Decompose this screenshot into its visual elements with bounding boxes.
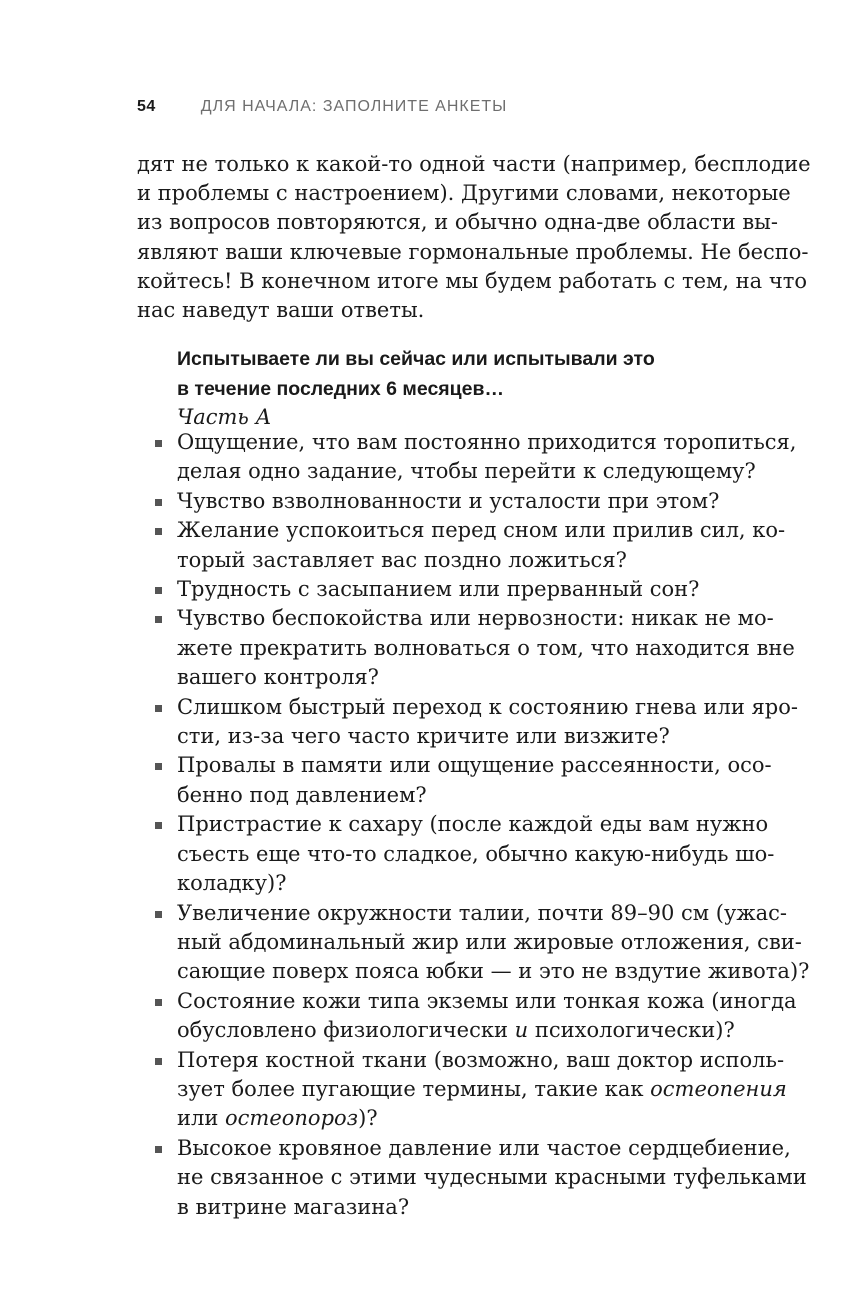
text-run: или <box>177 1106 226 1131</box>
text-line: являют ваши ключевые гормональные проблемы. Не беспо- <box>137 239 809 264</box>
bullet-icon <box>155 499 162 506</box>
list-item <box>137 1134 807 1222</box>
text-run: зует более пугающие термины, такие как <box>177 1076 651 1101</box>
item-line: Пристрастие к сахару (после каждой еды вам нужно <box>177 812 769 837</box>
list-item <box>137 575 743 604</box>
text-line: койтесь! В конечном итоге мы будем работать с тем, на что <box>137 268 808 293</box>
item-line: Высокое кровяное давление или частое сердцебиение, <box>177 1135 791 1160</box>
questionnaire-heading <box>177 345 737 404</box>
bullet-icon <box>155 911 162 918</box>
item-line: Трудность с засыпанием или прерванный сон? <box>177 577 700 602</box>
list-item <box>137 693 798 752</box>
bullet-icon <box>155 822 162 829</box>
bullet-icon <box>155 1146 162 1153</box>
item-line: жете прекратить волноваться о том, что находится вне <box>177 635 795 660</box>
heading-line: в течение последних 6 месяцев… <box>177 377 504 400</box>
item-line: Слишком быстрый переход к состоянию гнева или яро- <box>177 694 798 719</box>
emphasis-text: остеопения <box>650 1076 787 1101</box>
item-line <box>177 1016 743 1045</box>
item-line: ный абдоминальный жир или жировые отложения, сви- <box>177 929 802 954</box>
text-line: из вопросов повторяются, и обычно одна-две области вы- <box>137 210 778 235</box>
bullet-icon <box>155 999 162 1006</box>
bullet-icon <box>155 587 162 594</box>
list-item <box>137 604 795 692</box>
emphasis-text: и <box>514 1018 529 1043</box>
list-item <box>137 487 743 516</box>
item-line: сти, из-за чего часто кричите или визжите? <box>177 724 670 749</box>
symptom-list <box>137 428 810 1222</box>
bullet-icon <box>155 763 162 770</box>
item-line <box>177 1104 743 1133</box>
text-line: нас наведут ваши ответы. <box>137 298 425 323</box>
list-item <box>137 516 786 575</box>
heading-line: Испытываете ли вы сейчас или испытывали это <box>177 348 655 370</box>
item-line: торый заставляет вас поздно ложиться? <box>177 547 627 572</box>
item-line <box>177 1075 787 1104</box>
item-line: бенно под давлением? <box>177 782 427 807</box>
bullet-icon <box>155 1058 162 1065</box>
bullet-icon <box>155 440 162 447</box>
item-line: делая одно задание, чтобы перейти к следующему? <box>177 459 756 484</box>
list-item <box>137 899 810 987</box>
intro-paragraph <box>137 150 811 325</box>
item-line: в витрине магазина? <box>177 1194 410 1219</box>
list-item <box>137 428 797 487</box>
running-header <box>137 96 507 118</box>
item-line: Потеря костной ткани (возможно, ваш доктор исполь- <box>177 1047 785 1072</box>
text-run: психологически)? <box>528 1018 735 1043</box>
list-item <box>137 810 775 898</box>
text-run: обусловлено физиологически <box>177 1018 515 1043</box>
text-line: дят не только к какой-то одной части (например, бесплодие <box>137 152 811 176</box>
bullet-icon <box>155 616 162 623</box>
item-line: коладку)? <box>177 871 287 896</box>
part-label: Часть А <box>177 405 272 429</box>
item-line: Чувство беспокойства или нервозности: никак не мо- <box>177 606 774 631</box>
item-line: Ощущение, что вам постоянно приходится торопиться, <box>177 430 797 454</box>
item-line: Чувство взволнованности и усталости при этом? <box>177 488 720 513</box>
list-item <box>137 751 772 810</box>
list-item <box>137 1046 787 1134</box>
item-line: Желание успокоиться перед сном или прилив сил, ко- <box>177 518 786 543</box>
item-line: не связанное с этими чудесными красными туфельками <box>177 1165 807 1190</box>
bullet-icon <box>155 528 162 535</box>
item-line: Провалы в памяти или ощущение рассеянности, осо- <box>177 753 772 778</box>
emphasis-text: остеопороз <box>225 1106 359 1131</box>
item-line: вашего контроля? <box>177 665 379 690</box>
item-line: сающие поверх пояса юбки — и это не вздутие живота)? <box>177 959 810 984</box>
running-head-title: ДЛЯ НАЧАЛА: ЗАПОЛНИТЕ АНКЕТЫ <box>200 98 508 115</box>
text-line: и проблемы с настроением). Другими словами, некоторые <box>137 181 791 206</box>
text-run: )? <box>358 1106 378 1131</box>
item-line: Состояние кожи типа экземы или тонкая кожа (иногда <box>177 988 797 1013</box>
bullet-icon <box>155 705 162 712</box>
item-line: съесть еще что-то сладкое, обычно какую-нибудь шо- <box>177 841 775 866</box>
item-line: Увеличение окружности талии, почти 89–90 см (ужас- <box>177 900 788 925</box>
list-item <box>137 987 797 1046</box>
page-number: 54 <box>137 98 156 115</box>
